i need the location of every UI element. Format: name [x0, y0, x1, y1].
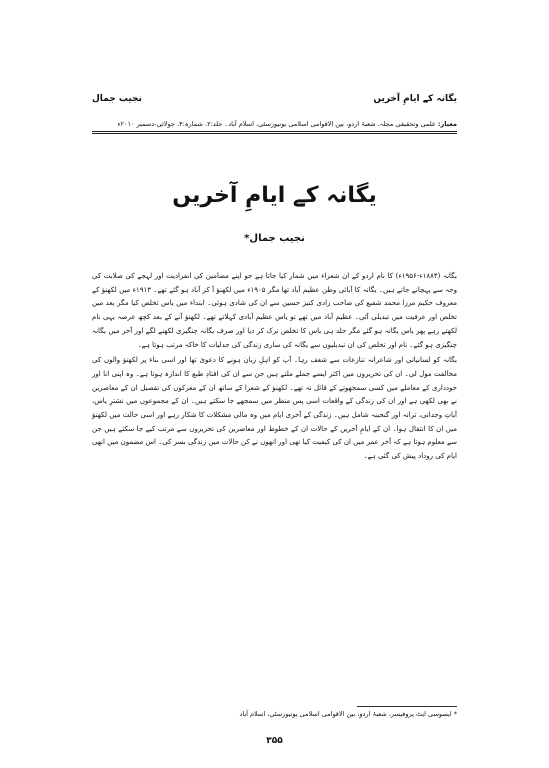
article-title: یگانہ کے ایامِ آخریں [172, 183, 377, 208]
journal-details: علمی وتحقیقی مجلہ، شعبۂ اردو، بین الاقوامی اسلامی یونیورسٹی، اسلام آباد۔ جلد:۲، شمارہ:۴، جولائی-دسمبر ۲۰۱۰ء [117, 120, 436, 128]
running-head-author: نجیب جمال [92, 94, 142, 104]
journal-citation [92, 120, 457, 132]
header-divider [92, 133, 457, 134]
paragraph: یگانہ کو لسانیاتی اور شاعرانہ تنازعات سے شغف رہا۔ آپ کو اہلِ زبان ہونے کا دعویٰ تھا اور اسی بناء پر لکھنؤ والوں کی مخالفت مول لی۔ ان کی تحریروں میں اکثر ایسے جملے ملتے ہیں جن سے ان کی افتادِ طبع کا اندازہ ہوتا ہے۔ وہ اپنی انا اور خودداری کے معاملے میں کسی سمجھوتے کے قائل نہ تھے۔ لکھنؤ کے شعرا کے ساتھ ان کے معرکوں کی تفصیل ان کے معاصرین نے بھی لکھی ہے اور ان کی زندگی کے واقعات اسی پس منظر میں سمجھے جا سکتے ہیں۔ ان کے مجموعوں میں نشترِ یاس، آیاتِ وجدانی، ترانہ اور گنجینہ شامل ہیں۔ زندگی کے آخری ایام میں وہ مالی مشکلات کا شکار رہے اور اسی حالت میں لکھنؤ میں ان کا انتقال ہوا۔ ان کے ایامِ آخریں کے حالات ان کے خطوط اور معاصرین کی تحریروں سے مرتب کیے جا سکتے ہیں جن سے معلوم ہوتا ہے کہ آخر عمر میں ان کی کیفیت کیا تھی اور انھوں نے کن حالات میں زندگی بسر کی۔ اس مضمون میں انھی ایام کی روداد پیش کی گئی ہے۔ [92, 356, 457, 461]
footnote-divider [357, 706, 457, 707]
page-number: ۳۵۵ [266, 736, 283, 746]
article-body [92, 270, 457, 466]
journal-label: معیار: [437, 120, 457, 128]
article-author: نجیب جمال* [244, 233, 305, 244]
running-head [92, 94, 457, 110]
paragraph: یگانہ (۱۸۸۴ء-۱۹۵۶ء) کا نام اردو کے ان شعراء میں شمار کیا جاتا ہے جو اپنے مضامین کی انفرادیت اور لہجے کی صلابت کی وجہ سے پہچانے جاتے ہیں۔ یگانہ کا آبائی وطن عظیم آباد تھا مگر ۱۹۰۵ء میں لکھنؤ آ کر آباد ہو گئے تھے۔ ۱۹۱۳ء میں لکھنؤ کے معروف حکیم مرزا محمد شفیع کی صاحب زادی کنیز حسین سے ان کی شادی ہوئی۔ ابتداء میں یاس تخلص کیا مگر بعد میں تخلص اور عرفیت میں تبدیلی آئی۔ عظیم آباد میں تھے تو یاس عظیم آبادی کہلاتے تھے۔ لکھنؤ آنے کے بعد کچھ عرصہ یہی نام لکھتے رہے پھر یاس یگانہ ہو گئے مگر جلد ہی یاس کا تخلص ترک کر دیا اور صرف یگانہ چنگیزی لکھنے لگے اور آخر میں یگانہ چنگیزی ہو گئے۔ نام اور تخلص کی ان تبدیلیوں سے یگانہ کی ساری زندگی کی جدلیات کا خاکہ مرتب ہوتا ہے۔ [92, 272, 458, 349]
footnote: * ایسوسی ایٹ پروفیسر، شعبۂ اردو، بین الاقوامی اسلامی یونیورسٹی، اسلام آباد [239, 710, 457, 718]
running-head-title: یگانہ کے ایامِ آخریں [373, 94, 457, 104]
